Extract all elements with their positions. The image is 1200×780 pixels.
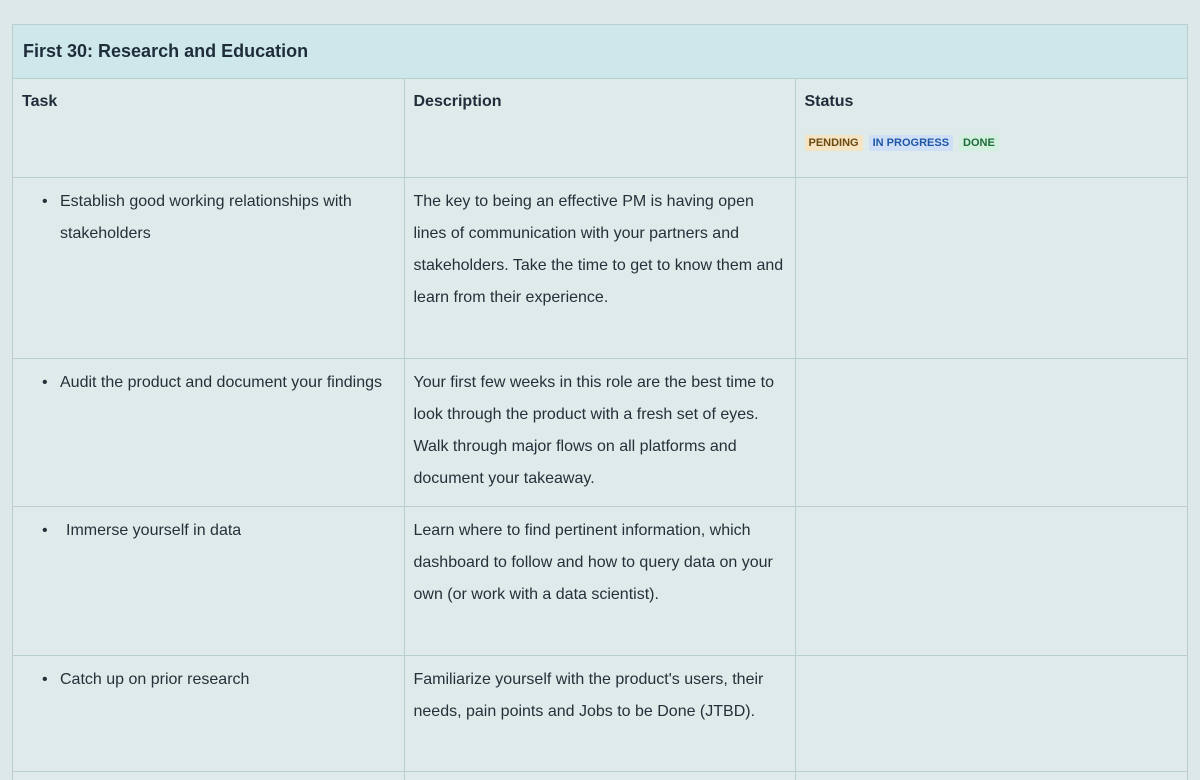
bullet-icon: •	[42, 521, 48, 539]
column-header-description	[404, 79, 795, 177]
task-table	[13, 79, 1187, 780]
status-badge-done: DONE	[959, 135, 999, 151]
description-cell[interactable]: The key to being an effective PM is having open lines of communication with your partners and stakeholders. Take the time to get to know them and learn from their experience.	[404, 177, 795, 358]
status-badge-pending: PENDING	[805, 135, 863, 151]
task-text: Catch up on prior research	[60, 670, 250, 688]
task-text: Audit the product and document your findings	[60, 373, 382, 391]
plan-table-panel	[12, 24, 1188, 780]
status-legend	[805, 135, 1179, 151]
task-text: Immerse yourself in data	[66, 521, 242, 539]
bullet-icon: •	[42, 670, 48, 688]
table-row	[13, 358, 1187, 506]
task-text: Establish good working relationships with stakeholders	[60, 192, 352, 242]
column-header-status-label: Status	[804, 93, 854, 110]
column-header-task	[13, 79, 404, 177]
column-header-status	[795, 79, 1187, 177]
table-row	[13, 771, 1187, 780]
task-cell[interactable]	[13, 506, 404, 655]
description-cell[interactable]: Learn where to find pertinent information, which dashboard to follow and how to query data on your own (or work with a data scientist).	[404, 506, 795, 655]
section-title: First 30: Research and Education	[13, 25, 1187, 79]
table-header-row	[13, 79, 1187, 177]
task-cell[interactable]	[13, 358, 404, 506]
bullet-icon: •	[42, 192, 48, 210]
status-cell[interactable]	[795, 358, 1187, 506]
table-row	[13, 506, 1187, 655]
table-row	[13, 177, 1187, 358]
bullet-icon: •	[42, 373, 48, 391]
column-header-task-label: Task	[22, 93, 58, 110]
description-cell[interactable]: Familiarize yourself with the product's users, their needs, pain points and Jobs to be Done (JTBD).	[404, 655, 795, 771]
status-cell[interactable]	[795, 177, 1187, 358]
status-cell[interactable]	[795, 771, 1187, 780]
status-cell[interactable]	[795, 506, 1187, 655]
task-cell[interactable]	[13, 655, 404, 771]
description-cell[interactable]: Your first few weeks in this role are the best time to look through the product with a fresh set of eyes. Walk through major flows on all platforms and document your takeaway.	[404, 358, 795, 506]
task-cell[interactable]	[13, 177, 404, 358]
description-cell[interactable]	[404, 771, 795, 780]
table-row	[13, 655, 1187, 771]
task-cell[interactable]	[13, 771, 404, 780]
column-header-description-label: Description	[413, 93, 502, 110]
status-badge-in-progress: IN PROGRESS	[869, 135, 953, 151]
status-cell[interactable]	[795, 655, 1187, 771]
